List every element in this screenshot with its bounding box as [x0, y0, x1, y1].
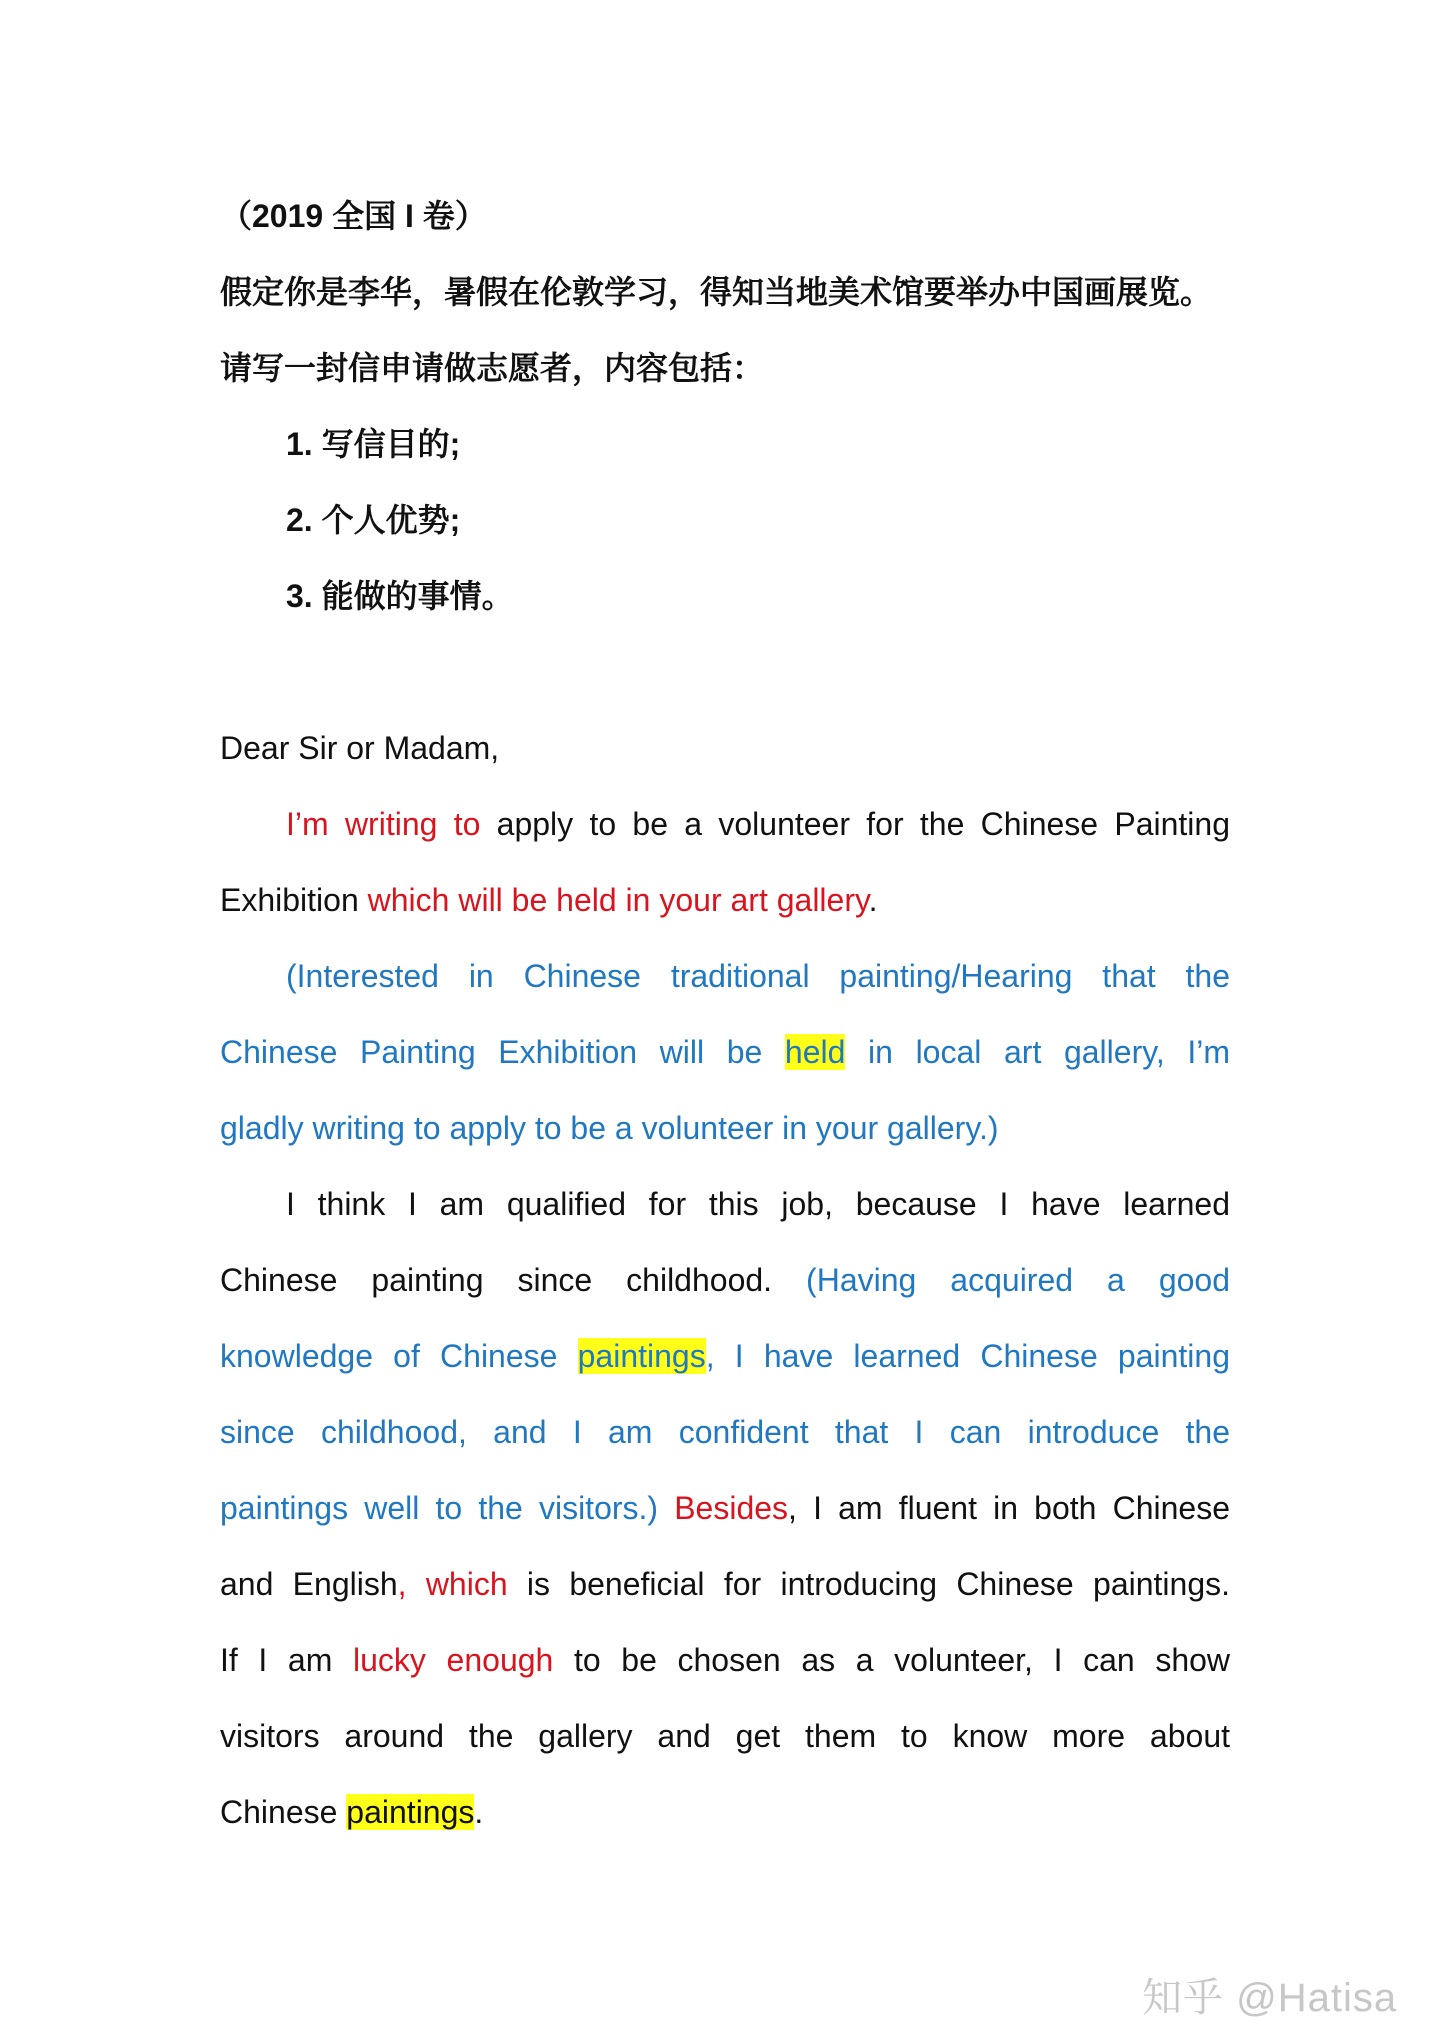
- prompt-item-2: 2. 个人优势;: [286, 502, 461, 538]
- phrase-blue: paintings well to the visitors.): [220, 1490, 675, 1526]
- p2-line-6: [220, 1546, 1230, 1622]
- text-run: to be chosen as a volunteer, I can show: [553, 1642, 1231, 1678]
- p1-line-2: [220, 862, 1230, 938]
- text-run: .: [474, 1794, 484, 1830]
- p2-line-8: visitors around the gallery and get them to know more about: [220, 1718, 1230, 1754]
- alt-line-1: (Interested in Chinese traditional painting/Hearing that the: [286, 958, 1230, 994]
- p2-line-3: [220, 1318, 1230, 1394]
- text-run: apply to be a volunteer for the Chinese Painting: [480, 806, 1230, 842]
- text-run: Chinese: [220, 1794, 347, 1830]
- text-run: , I am fluent in both Chinese: [788, 1490, 1230, 1526]
- p2-line-9: [220, 1774, 1230, 1850]
- text-run: Chinese painting since childhood.: [220, 1262, 807, 1298]
- text-run: Chinese Painting Exhibition will be: [220, 1034, 785, 1070]
- text-run: and English: [220, 1566, 398, 1602]
- p2-line-1: I think I am qualified for this job, because I have learned: [286, 1186, 1230, 1222]
- phrase-red: I’m writing to: [286, 806, 481, 842]
- alt-line-3: gladly writing to apply to be a volunteer in your gallery.): [220, 1110, 999, 1146]
- text-run: , I have learned Chinese painting: [705, 1338, 1231, 1374]
- section-gap: [220, 634, 1230, 710]
- text-run: in local art gallery, I’m: [845, 1034, 1231, 1070]
- phrase-red: Besides: [674, 1490, 789, 1526]
- text-run: Exhibition: [220, 882, 368, 918]
- highlighted-word: paintings: [577, 1338, 706, 1374]
- prompt-line-2: 请写一封信申请做志愿者，内容包括：: [220, 350, 765, 386]
- p1-line-1: [220, 786, 1230, 862]
- p2-line-5: [220, 1470, 1230, 1546]
- phrase-red: , which: [397, 1566, 508, 1602]
- text-run: If I am: [220, 1642, 354, 1678]
- phrase-blue: (Having acquired a good: [806, 1262, 1231, 1298]
- highlighted-word: paintings: [346, 1794, 475, 1830]
- text-run: is beneficial for introducing Chinese paintings.: [507, 1566, 1231, 1602]
- text-run: .: [868, 882, 878, 918]
- prompt-item-3: 3. 能做的事情。: [286, 578, 514, 614]
- alt-line-2: [220, 1014, 1230, 1090]
- p2-line-4: since childhood, and I am confident that I can introduce the: [220, 1414, 1230, 1450]
- text-run: knowledge of Chinese: [220, 1338, 578, 1374]
- exam-source-title: （2019 全国 I 卷）: [220, 198, 487, 234]
- p2-line-2: [220, 1242, 1230, 1318]
- highlighted-word: held: [784, 1034, 846, 1070]
- salutation: Dear Sir or Madam,: [220, 730, 500, 766]
- prompt-item-1: 1. 写信目的;: [286, 426, 461, 462]
- document-page: [220, 178, 1230, 1850]
- p2-line-7: [220, 1622, 1230, 1698]
- phrase-red: which will be held in your art gallery: [367, 882, 869, 918]
- zhihu-watermark: 知乎 @Hatisa: [1142, 1976, 1398, 2020]
- phrase-red: lucky enough: [353, 1642, 554, 1678]
- prompt-line-1: 假定你是李华，暑假在伦敦学习，得知当地美术馆要举办中国画展览。: [220, 274, 1213, 310]
